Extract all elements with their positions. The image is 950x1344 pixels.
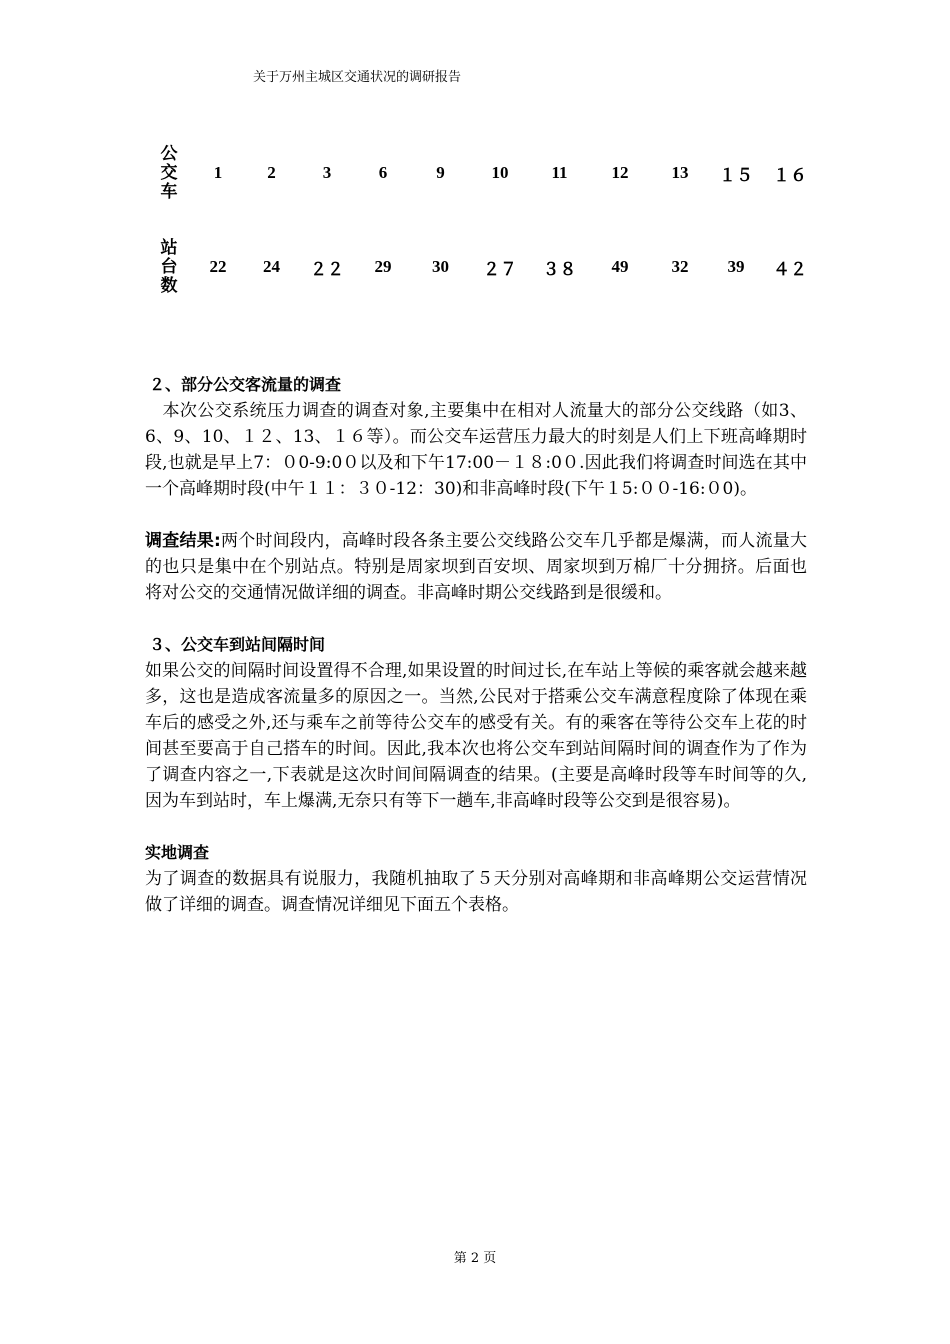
page-header: 关于万州主城区交通状况的调研报告 (253, 70, 462, 85)
bus-cell: 10 (491, 163, 509, 182)
station-cell: 22 (209, 257, 227, 276)
survey-result (145, 528, 807, 606)
section2-paragraph: 本次公交系统压力调查的调查对象,主要集中在相对人流量大的部分公交线路（如3、6、9、10、１２、13、１６等）。而公交车运营压力最大的时刻是人们上下班高峰期时段,也就是早上7：０0-9:0０以及和下午17:00－１８:0０.因此我们将调查时间选在其中一个高峰期时段(中午１１：３０-12：30)和非高峰时段(下午１5:００-16:０0)。 (145, 401, 807, 499)
station-cell: 49 (611, 257, 629, 276)
field-survey-heading: 实地调查 (145, 843, 210, 862)
station-cell: 29 (374, 257, 392, 276)
bus-cell: 6 (378, 163, 388, 182)
bus-cell: １６ (773, 165, 807, 185)
station-row (145, 234, 816, 300)
section3-paragraph: 如果公交的间隔时间设置得不合理,如果设置的时间过长,在车站上等候的乘客就会越来越多，这也是造成客流量多的原因之一。当然,公民对于搭乘公交车满意程度除了体现在乘车后的感受之外,还与乘车之前等待公交车的感受有关。有的乘客在等待公交车上花的时间甚至要高于自己搭车的时间。因此,我本次也将公交车到站间隔时间的调查作为了作为了调查内容之一,下表就是这次时间间隔调查的结果。(主要是高峰时段等车时间等的久,因为车到站时，车上爆满,无奈只有等下一趟车,非高峰时段等公交到是很容易)。 (145, 661, 807, 811)
station-cell: 32 (671, 257, 689, 276)
table-gap (145, 206, 816, 234)
station-cell: 24 (263, 257, 280, 276)
bus-cell: 11 (551, 163, 568, 182)
bus-cell: 12 (611, 163, 629, 182)
bus-cell: 2 (267, 163, 276, 182)
bus-row (145, 140, 816, 206)
section3-heading: ３、公交车到站间隔时间 (149, 635, 326, 654)
bus-cell: 13 (671, 163, 689, 182)
bus-cell: 1 (213, 163, 223, 182)
page-number: 第 2 页 (453, 1251, 497, 1266)
station-row-label (145, 234, 193, 300)
bus-row-label (145, 140, 193, 206)
survey-result-label: 调查结果: (145, 531, 221, 551)
survey-result-text: 两个时间段内，高峰时段各条主要公交线路公交车几乎都是爆满，而人流量大的也只是集中在个别站点。特别是周家坝到百安坝、周家坝到万棉厂十分拥挤。后面也将对公交的交通情况做详细的调查。非高峰时期公交线路到是很缓和。 (145, 531, 807, 603)
station-cell: 30 (432, 257, 449, 276)
station-cell: 39 (727, 257, 745, 276)
bus-row-label-text: 公交车 (160, 143, 178, 202)
field-survey-paragraph: 为了调查的数据具有说服力，我随机抽取了５天分别对高峰期和非高峰期公交运营情况做了详细的调查。调查情况详细见下面五个表格。 (145, 869, 807, 915)
station-cell: ３８ (542, 259, 577, 279)
bus-cell: 9 (436, 163, 445, 182)
section2-heading: ２、部分公交客流量的调查 (149, 375, 342, 394)
bus-cell: 3 (322, 163, 332, 182)
station-row-label-text: 站台数 (160, 237, 178, 296)
station-cell: ４２ (773, 259, 807, 279)
station-cell: ２２ (310, 259, 344, 279)
bus-cell: １５ (719, 165, 753, 185)
station-cell: ２７ (483, 259, 517, 279)
bus-station-table (145, 140, 816, 300)
body-content (145, 372, 807, 918)
